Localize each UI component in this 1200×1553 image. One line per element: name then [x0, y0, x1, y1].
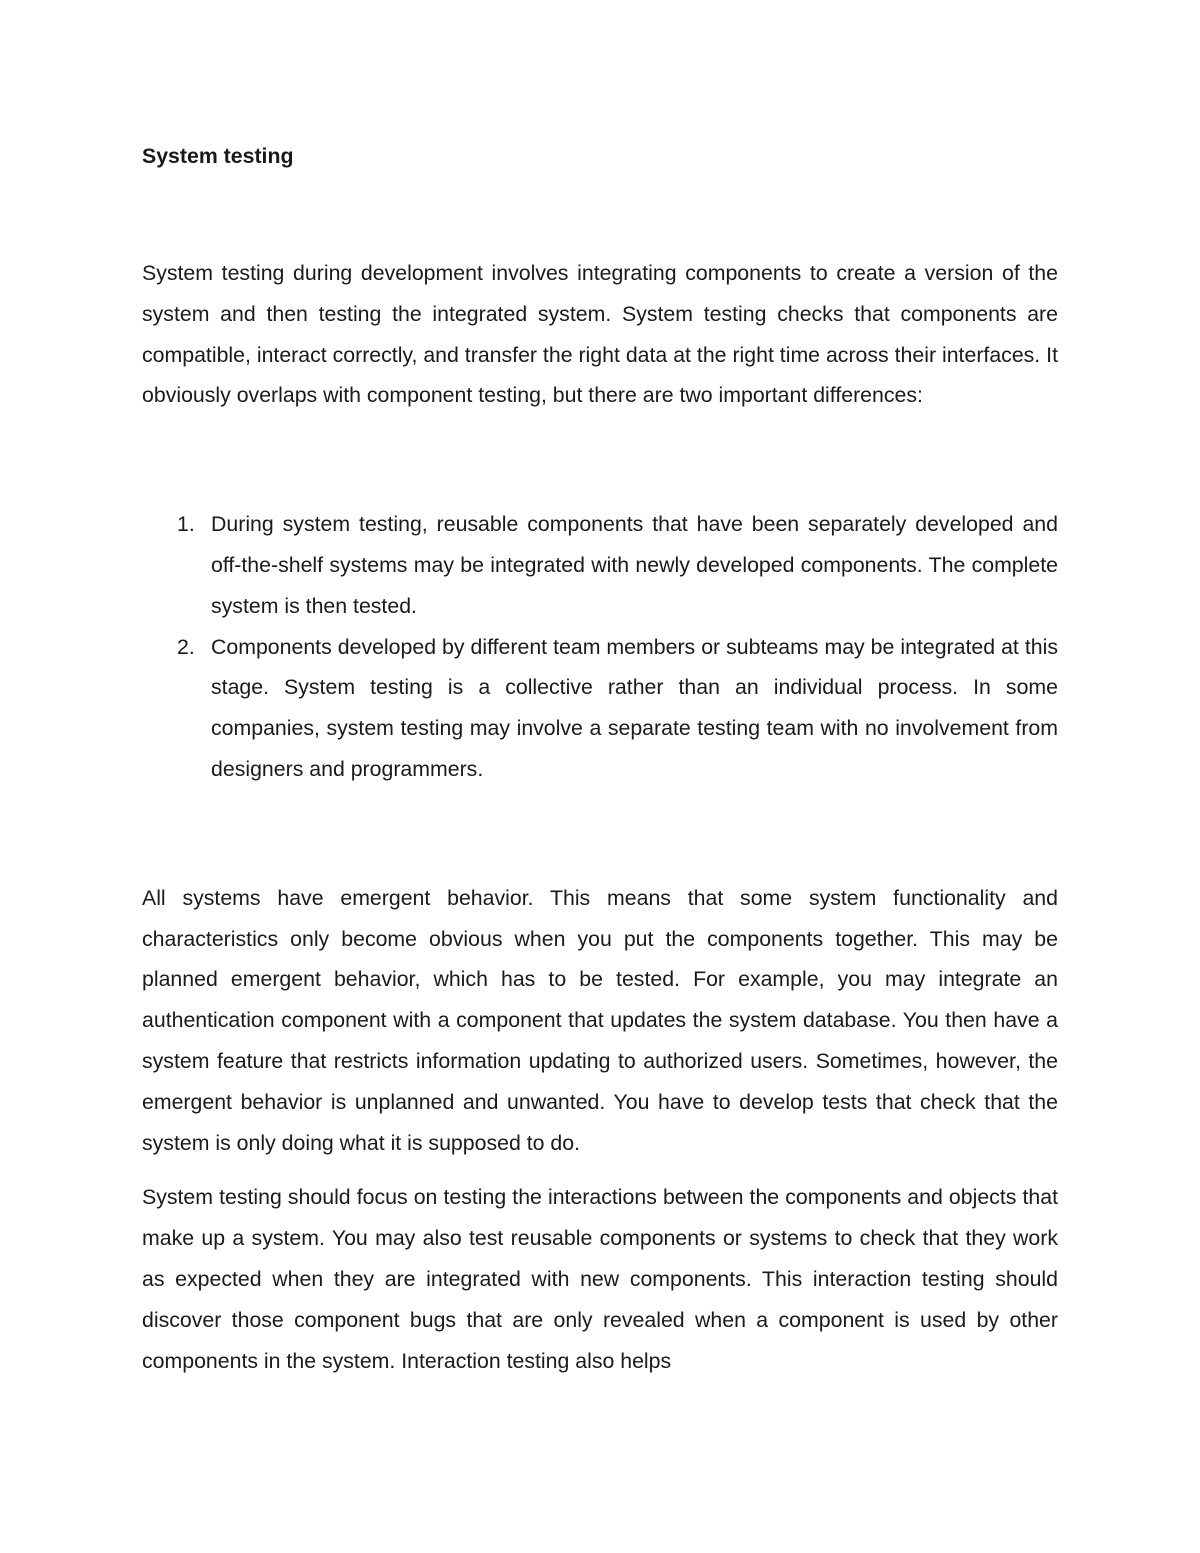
- list-item: [142, 627, 1058, 790]
- list-item-number: 1.: [177, 512, 195, 537]
- paragraph-emergent-behavior: All systems have emergent behavior. This means that some system functionality and characteristics only become obvious when you put the components together. This may be planned emergent behavior, which has to be tested. For example, you may integrate an authentication component with a component that updates the system database. You then have a system feature that restricts information updating to authorized users. Sometimes, however, the emergent behavior is unplanned and unwanted. You have to develop tests that check that the system is only doing what it is supposed to do.: [142, 885, 1058, 1155]
- list-item-number: 2.: [177, 634, 195, 659]
- list-item-text: During system testing, reusable components that have been separately developed and off-the-shelf systems may be integrated with newly developed components. The complete system is then tested.: [211, 512, 1058, 618]
- document-title: System testing: [142, 144, 294, 168]
- differences-list: [142, 504, 1058, 790]
- list-item: [142, 504, 1058, 626]
- paragraph-intro: System testing during development involves integrating components to create a version of the system and then testing the integrated system. System testing checks that components are compatible, interact correctly, and transfer the right data at the right time across their interfaces. It obviously overlaps with component testing, but there are two important differences:: [142, 261, 1058, 408]
- list-item-text: Components developed by different team members or subteams may be integrated at this stage. System testing is a collective rather than an individual process. In some companies, system testing may involve a separate testing team with no involvement from designers and programmers.: [211, 634, 1058, 781]
- document-body: [142, 141, 1058, 1381]
- paragraph-interaction-testing: System testing should focus on testing the interactions between the components and objects that make up a system. You may also test reusable components or systems to check that they work as expected when they are integrated with new components. This interaction testing should discover those component bugs that are only revealed when a component is used by other components in the system. Interaction testing also helps: [142, 1185, 1058, 1373]
